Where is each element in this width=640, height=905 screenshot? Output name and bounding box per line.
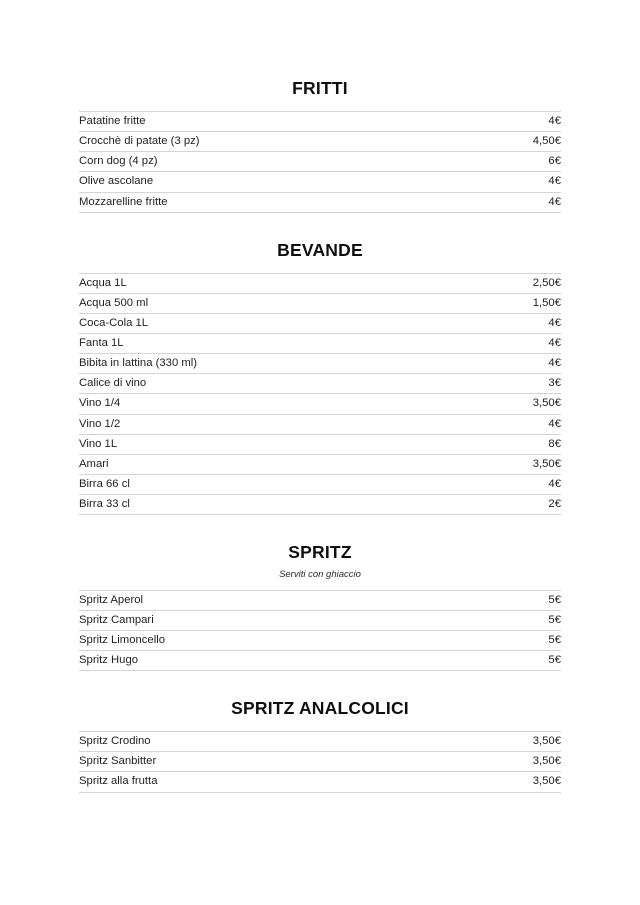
menu-item-table xyxy=(79,731,561,792)
menu-item-row xyxy=(79,172,561,192)
menu-item-price: 3,50€ xyxy=(475,732,561,752)
menu-section xyxy=(79,542,561,671)
menu-item-name: Spritz Campari xyxy=(79,610,475,630)
menu-item-price: 4,50€ xyxy=(475,132,561,152)
section-heading: BEVANDE xyxy=(277,239,363,260)
menu-item-row xyxy=(79,414,561,434)
menu-item-name: Birra 66 cl xyxy=(79,474,475,494)
menu-item-name: Bibita in lattina (330 ml) xyxy=(79,354,475,374)
menu-item-name: Vino 1/2 xyxy=(79,414,475,434)
menu-item-row xyxy=(79,610,561,630)
menu-item-name: Spritz Crodino xyxy=(79,732,475,752)
menu-item-row xyxy=(79,192,561,212)
menu-item-row xyxy=(79,354,561,374)
menu-item-table xyxy=(79,590,561,671)
menu-item-row xyxy=(79,590,561,610)
menu-item-price: 4€ xyxy=(475,172,561,192)
menu-item-price: 4€ xyxy=(475,314,561,334)
menu-item-price: 5€ xyxy=(475,610,561,630)
menu-item-price: 4€ xyxy=(475,112,561,132)
menu-item-row xyxy=(79,273,561,293)
menu-item-name: Spritz Hugo xyxy=(79,650,475,670)
menu-item-name: Olive ascolane xyxy=(79,172,475,192)
menu-item-row xyxy=(79,434,561,454)
menu-item-row xyxy=(79,454,561,474)
menu-item-name: Acqua 1L xyxy=(79,273,475,293)
section-heading: SPRITZ xyxy=(288,542,352,563)
menu-item-name: Crocchè di patate (3 pz) xyxy=(79,132,475,152)
section-heading: FRITTI xyxy=(292,78,348,98)
menu-item-name: Coca-Cola 1L xyxy=(79,314,475,334)
menu-item-row xyxy=(79,132,561,152)
menu-item-price: 4€ xyxy=(475,474,561,494)
menu-item-price: 3€ xyxy=(475,374,561,394)
menu-item-price: 4€ xyxy=(475,354,561,374)
menu-item-price: 4€ xyxy=(475,192,561,212)
menu-item-table xyxy=(79,111,561,213)
menu-item-row xyxy=(79,650,561,670)
menu-item-name: Spritz Limoncello xyxy=(79,630,475,650)
menu-section xyxy=(79,240,561,515)
menu-item-row xyxy=(79,495,561,515)
menu-item-name: Spritz Sanbitter xyxy=(79,752,475,772)
menu-item-row xyxy=(79,752,561,772)
menu-item-name: Mozzarelline fritte xyxy=(79,192,475,212)
menu-item-name: Calice di vino xyxy=(79,374,475,394)
menu-item-price: 5€ xyxy=(475,590,561,610)
menu-item-price: 5€ xyxy=(475,630,561,650)
menu-item-row xyxy=(79,630,561,650)
section-heading: SPRITZ ANALCOLICI xyxy=(231,698,409,719)
menu-item-name: Vino 1L xyxy=(79,434,475,454)
menu-item-name: Amari xyxy=(79,454,475,474)
menu-item-row xyxy=(79,314,561,334)
menu-item-price: 3,50€ xyxy=(475,772,561,792)
menu-item-row xyxy=(79,293,561,313)
menu-item-row xyxy=(79,474,561,494)
section-subtitle: Serviti con ghiaccio xyxy=(279,569,361,581)
menu-section xyxy=(79,698,561,792)
menu-item-name: Acqua 500 ml xyxy=(79,293,475,313)
menu-item-price: 8€ xyxy=(475,434,561,454)
menu-item-price: 4€ xyxy=(475,334,561,354)
menu-item-name: Corn dog (4 pz) xyxy=(79,152,475,172)
menu-item-price: 4€ xyxy=(475,414,561,434)
menu-item-price: 3,50€ xyxy=(475,752,561,772)
menu-item-price: 3,50€ xyxy=(475,454,561,474)
menu-item-row xyxy=(79,394,561,414)
menu-item-row xyxy=(79,772,561,792)
menu-item-name: Spritz alla frutta xyxy=(79,772,475,792)
menu-section xyxy=(79,78,561,213)
menu-item-price: 1,50€ xyxy=(475,293,561,313)
menu-item-price: 3,50€ xyxy=(475,394,561,414)
menu-item-row xyxy=(79,334,561,354)
menu-content xyxy=(79,0,561,793)
menu-item-name: Fanta 1L xyxy=(79,334,475,354)
menu-item-name: Spritz Aperol xyxy=(79,590,475,610)
menu-item-row xyxy=(79,152,561,172)
menu-item-price: 2,50€ xyxy=(475,273,561,293)
menu-item-price: 2€ xyxy=(475,495,561,515)
menu-item-row xyxy=(79,374,561,394)
menu-item-price: 5€ xyxy=(475,650,561,670)
menu-item-row xyxy=(79,732,561,752)
menu-item-row xyxy=(79,112,561,132)
menu-item-name: Birra 33 cl xyxy=(79,495,475,515)
menu-item-name: Patatine fritte xyxy=(79,112,475,132)
menu-item-table xyxy=(79,273,561,515)
menu-item-price: 6€ xyxy=(475,152,561,172)
menu-item-name: Vino 1/4 xyxy=(79,394,475,414)
